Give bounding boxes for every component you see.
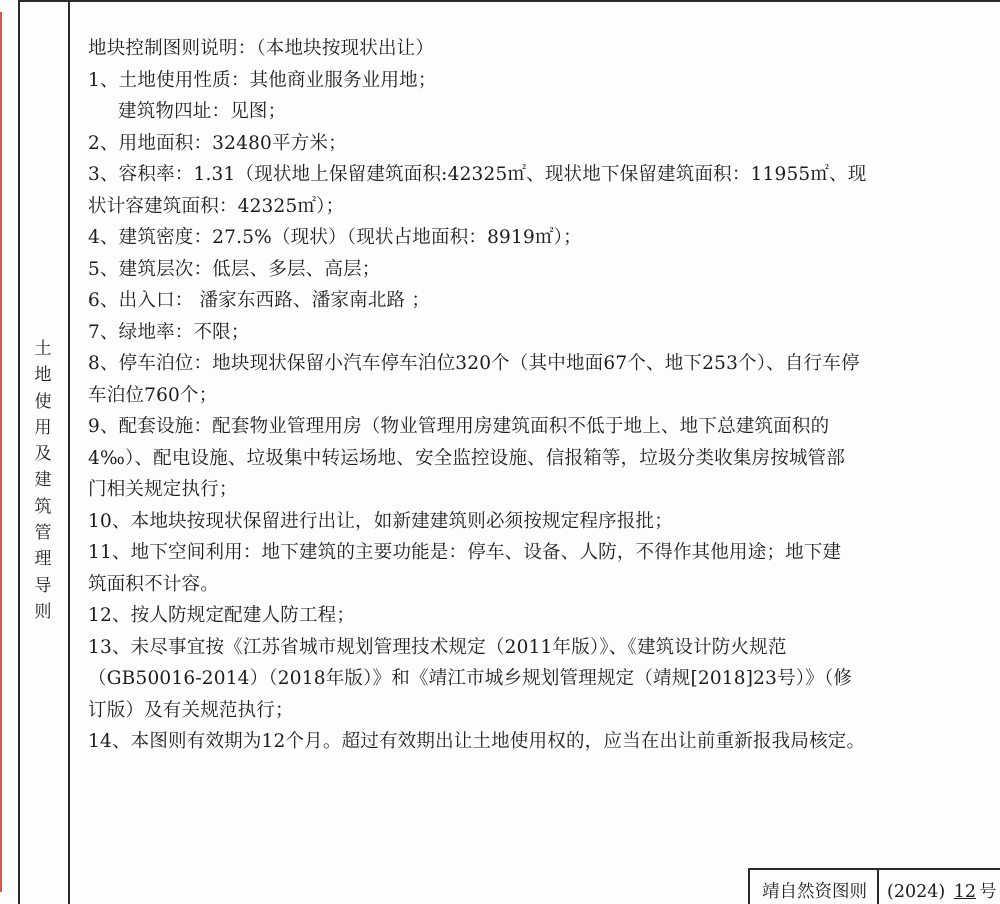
note-line: 订版）及有关规范执行； [88, 699, 294, 721]
note-line: 3、容积率：1.31（现状地上保留建筑面积:42325㎡、现状地下保留建筑面积：11955㎡、现 [88, 164, 867, 185]
red-margin-line [0, 12, 6, 892]
sidebar-char: 使 [34, 391, 52, 412]
document-number-box [748, 868, 1000, 904]
note-line: 14、本图则有效期为12个月。超过有效期出让土地使用权的，应当在出让前重新报我局核定。 [88, 731, 866, 752]
sidebar-char: 及 [34, 444, 52, 465]
note-line: 4、建筑密度：27.5%（现状）（现状占地面积：8919㎡）； [88, 227, 582, 248]
document-serial: 12 [953, 882, 977, 902]
note-line: 4‰）、配电设施、垃圾集中转运场地、安全监控设施、信报箱等，垃圾分类收集房按城管部 [88, 447, 846, 469]
sidebar-char: 土 [34, 339, 52, 359]
sidebar-char: 地 [34, 365, 52, 386]
note-line: 10、本地块按现状保留进行出让，如新建建筑则必须按规定程序报批； [88, 510, 673, 532]
note-line: 9、配套设施：配套物业管理用房（物业管理用房建筑面积不低于地上、地下总建筑面积的 [88, 416, 830, 437]
document-year: (2024) [887, 882, 946, 902]
document-suffix: 号 [979, 882, 997, 902]
sidebar-char: 导 [34, 575, 52, 596]
note-line: 门相关规定执行； [88, 479, 238, 500]
note-line: 1、土地使用性质：其他商业服务业用地； [88, 69, 437, 91]
note-line: 状计容建筑面积：42325㎡）； [88, 195, 345, 217]
note-line: 5、建筑层次：低层、多层、高层； [88, 258, 381, 280]
note-line: （GB50016-2014）（2018年版）》和《靖江市城乡规划管理规定（靖规[2018]23号）》（修 [88, 668, 853, 689]
notes-heading: 地块控制图则说明：（本地块按现状出让） [88, 38, 435, 59]
sidebar-char: 则 [34, 601, 52, 622]
sidebar-char: 筑 [34, 496, 52, 517]
sidebar-char: 理 [34, 549, 52, 570]
sidebar-char: 管 [34, 523, 52, 544]
note-line: 12、按人防规定配建人防工程； [88, 605, 356, 626]
sidebar-char: 用 [34, 417, 52, 438]
note-line: 11、地下空间利用：地下建筑的主要功能是：停车、设备、人防，不得作其他用途；地下建 [88, 542, 842, 563]
note-line: 2、用地面积：32480平方米； [88, 132, 347, 154]
frame-sidebar-divider [68, 0, 70, 904]
note-line: 8、停车泊位：地块现状保留小汽车停车泊位320个（其中地面67个、地下253个）、自行车停 [88, 353, 860, 374]
note-line: 车泊位760个； [88, 384, 218, 406]
document-number [877, 870, 1000, 904]
sidebar-char: 建 [34, 470, 52, 491]
sidebar-vertical-title [20, 336, 66, 625]
note-line: 建筑物四址：见图； [118, 101, 287, 122]
issuer-label: 靖自然资图则 [762, 882, 867, 902]
frame-top-border [18, 0, 1000, 2]
control-plan-notes [88, 33, 968, 758]
note-line: 筑面积不计容。 [88, 573, 219, 595]
note-line: 6、出入口： 潘家东西路、潘家南北路 ； [88, 290, 431, 311]
note-line: 13、未尽事宜按《江苏省城市规划管理技术规定（2011年版）》、《建筑设计防火规范 [88, 636, 787, 658]
note-line: 7、绿地率：不限； [88, 321, 250, 343]
